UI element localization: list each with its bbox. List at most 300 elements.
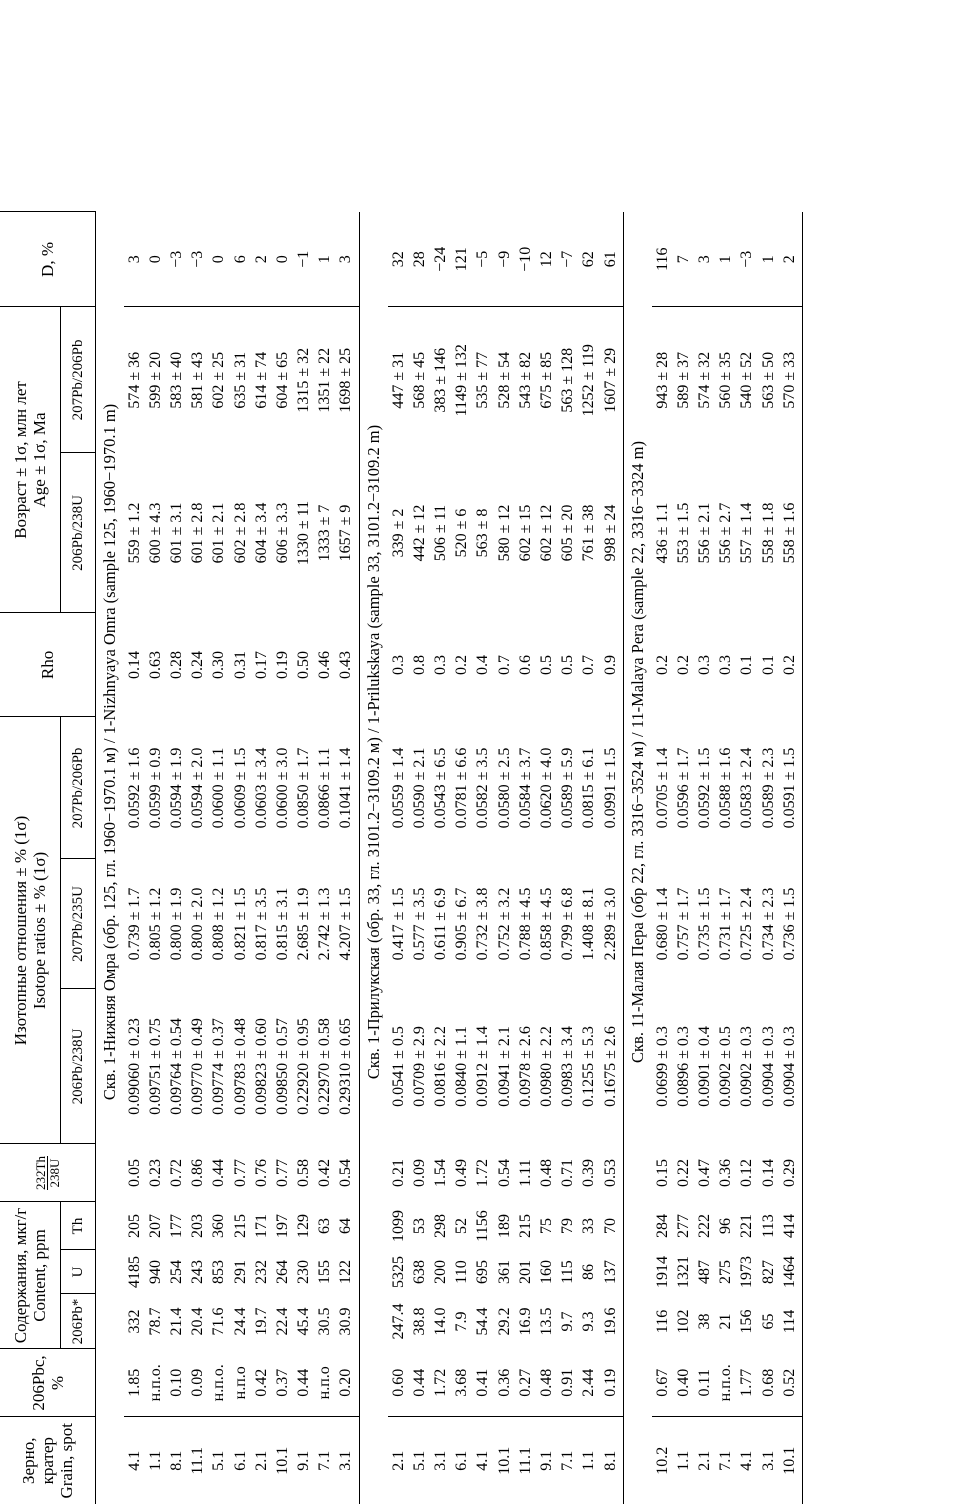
pb206-cell: 19.7: [252, 1307, 270, 1336]
ratio-207-206-cell: 0.0592 ± 1.5: [696, 747, 714, 829]
grain-cell: 5.1: [209, 1417, 230, 1504]
ratio-207-235-cell: 0.757 ± 1.7: [674, 887, 692, 961]
pb206-cell: 247.4: [389, 1303, 407, 1340]
rho-cell: 0.9: [600, 613, 624, 717]
ratio-207-235-cell: 0.799 ± 6.8: [559, 887, 577, 961]
blank-cell: [430, 0, 451, 212]
ratio-207-235-cell: 2.685 ± 1.9: [295, 887, 313, 961]
ratio-207-206-cell: 0.0591 ± 1.5: [779, 717, 803, 859]
blank-cell: [716, 0, 737, 212]
discordance-cell: −3: [188, 212, 209, 307]
ratio-207-206-cell: 0.0589 ± 2.3: [759, 747, 777, 829]
ratio-206-238-cell: 0.09770 ± 0.49: [189, 1018, 207, 1115]
rho-cell: 0.1: [759, 654, 777, 675]
grain-cell: 10.2: [652, 1417, 673, 1504]
blank-cell: [673, 0, 694, 212]
age-header: Возраст ± 1σ, млн лет Age ± 1σ, Ma: [0, 307, 61, 613]
age-206-238-cell: 602 ± 12: [537, 504, 555, 562]
age-207-206-cell: 1315 ± 32: [295, 347, 313, 413]
pbc-cell: 0.27: [516, 1368, 534, 1397]
table-row: [272, 0, 293, 1504]
th-u-cell: 0.09: [410, 1159, 428, 1187]
ratio-207-235-cell: 0.800 ± 1.9: [167, 887, 185, 961]
th-cell: 414: [779, 1202, 803, 1250]
discordance-cell: 3: [336, 212, 360, 307]
table-row: [452, 0, 473, 1504]
pb206-cell: 9.3: [580, 1311, 598, 1332]
blank-cell: [536, 0, 557, 212]
th-cell: 221: [738, 1214, 756, 1238]
discordance-cell: 1: [758, 212, 779, 307]
ratio-206-238-cell: 0.0983 ± 3.4: [559, 1026, 577, 1107]
age-207-206-cell: 635 ± 31: [231, 351, 249, 409]
th-u-cell: 0.54: [336, 1144, 360, 1202]
pb206-cell: 30.9: [336, 1294, 360, 1349]
grain-cell: 9.1: [294, 1417, 315, 1504]
ratio-207-206-cell: 0.0781 ± 6.6: [453, 747, 471, 829]
blank-cell: [695, 0, 716, 212]
pbc-cell: н.п.о.: [210, 1364, 228, 1402]
grain-cell: 11.1: [188, 1417, 209, 1504]
pbc-header: 206Pbc, %: [0, 1349, 96, 1417]
th-u-cell: 0.49: [453, 1159, 471, 1187]
discordance-cell: −24: [430, 212, 451, 307]
th-cell: 222: [696, 1214, 714, 1238]
age-206-238-cell: 436 ± 1.1: [653, 502, 671, 564]
pb206-cell: 14.0: [432, 1307, 450, 1336]
pb206-cell: 24.4: [231, 1307, 249, 1336]
age-207-206-cell: 1351 ± 22: [316, 347, 334, 413]
ratio-207-235-header: 207Pb/235U: [61, 859, 96, 989]
table-row: [315, 0, 336, 1504]
blank-cell: [558, 0, 579, 212]
ratio-207-235-cell: 0.577 ± 3.5: [410, 887, 428, 961]
ratio-207-235-cell: 0.800 ± 2.0: [189, 887, 207, 961]
u-cell: 243: [189, 1260, 207, 1284]
th-cell: 207: [146, 1214, 164, 1238]
th-u-cell: 0.53: [600, 1144, 624, 1202]
ratio-207-235-cell: 0.905 ± 6.7: [453, 887, 471, 961]
discordance-cell: 1: [716, 212, 737, 307]
rho-cell: 0.24: [189, 650, 207, 679]
th-cell: 63: [316, 1218, 334, 1234]
ratio-206-238-cell: 0.29310 ± 0.65: [336, 989, 360, 1144]
pb206-cell: 22.4: [273, 1307, 291, 1336]
blank-cell: [251, 0, 272, 212]
ratio-207-235-cell: 0.805 ± 1.2: [146, 887, 164, 961]
th-u-cell: 0.71: [559, 1159, 577, 1187]
ratio-206-238-cell: 0.09783 ± 0.48: [231, 1018, 249, 1115]
table-row: [209, 0, 230, 1504]
u-cell: 230: [295, 1260, 313, 1284]
rho-cell: 0.28: [167, 650, 185, 679]
pbc-cell: 0.52: [779, 1349, 803, 1417]
grain-cell: 3.1: [430, 1417, 451, 1504]
u-cell: 1321: [674, 1256, 692, 1288]
pbc-cell: 0.37: [273, 1368, 291, 1397]
pb206-cell: 114: [779, 1294, 803, 1349]
ratio-206-238-cell: 0.09060 ± 0.23: [125, 1018, 143, 1115]
th-u-cell: 0.48: [537, 1159, 555, 1187]
pbc-cell: 0.20: [336, 1349, 360, 1417]
u-cell: 155: [316, 1260, 334, 1284]
table-row: [251, 0, 272, 1504]
discordance-cell: 12: [536, 212, 557, 307]
u-cell: 86: [580, 1264, 598, 1280]
table-row: [600, 0, 624, 1504]
table-row: [515, 0, 536, 1504]
grain-cell: 9.1: [536, 1417, 557, 1504]
th-u-cell: 0.22: [674, 1159, 692, 1187]
pb206-cell: 332: [125, 1309, 143, 1334]
ratio-207-235-cell: 0.752 ± 3.2: [495, 887, 513, 961]
age-206-238-cell: 563 ± 8: [474, 508, 492, 558]
grain-cell: 5.1: [409, 1417, 430, 1504]
discordance-cell: −3: [166, 212, 187, 307]
pbc-cell: н.п.о: [231, 1366, 249, 1400]
table-row: [673, 0, 694, 1504]
rho-cell: 0.3: [432, 654, 450, 675]
section-header: [360, 0, 389, 1504]
u-cell: 1973: [738, 1256, 756, 1288]
discordance-header: D, %: [0, 212, 96, 307]
ratio-206-238-cell: 0.0896 ± 0.3: [674, 1026, 692, 1107]
grain-cell: 10.1: [779, 1417, 803, 1504]
table-row: [294, 0, 315, 1504]
th-u-cell: 1.54: [432, 1159, 450, 1187]
pb206-cell: 102: [674, 1309, 692, 1334]
u-cell: 695: [474, 1260, 492, 1284]
rho-cell: 0.5: [559, 654, 577, 675]
blank-cell: [737, 0, 758, 212]
u-cell: 110: [453, 1260, 471, 1284]
rho-cell: 0.7: [580, 654, 598, 675]
th-u-cell: 0.72: [167, 1159, 185, 1187]
u-cell: 1914: [653, 1256, 671, 1288]
ratio-207-206-cell: 0.0866 ± 1.1: [316, 747, 334, 829]
age-206-238-cell: 1330 ± 11: [295, 500, 313, 566]
pbc-cell: 0.68: [759, 1368, 777, 1397]
u-cell: 940: [146, 1260, 164, 1284]
ratio-207-206-cell: 0.0559 ± 1.4: [389, 747, 407, 829]
blank-cell: [145, 0, 166, 212]
th-u-cell: 0.12: [738, 1159, 756, 1187]
th-cell: 215: [516, 1214, 534, 1238]
pb206-cell: 38.8: [410, 1307, 428, 1336]
pbc-cell: 0.09: [189, 1368, 207, 1397]
section-title: Скв. 11-Малая Пера (обр 22, гл. 3316−3524 м) / 11-Malaya Pera (sample 22, 3316−3324 m): [628, 441, 648, 1063]
age-206-238-cell: 998 ± 24: [600, 453, 624, 613]
u-cell: 201: [516, 1260, 534, 1284]
age-207-206-cell: 568 ± 45: [410, 351, 428, 409]
discordance-cell: −7: [558, 212, 579, 307]
table-row: [558, 0, 579, 1504]
rho-cell: 0.19: [273, 650, 291, 679]
th-u-cell: 0.77: [273, 1159, 291, 1187]
th-cell: 197: [273, 1214, 291, 1238]
blank-cell: [409, 0, 430, 212]
ratio-207-235-cell: 4.207 ± 1.5: [336, 859, 360, 989]
th-u-cell: 1.11: [516, 1159, 534, 1187]
blank-cell: [272, 0, 293, 212]
blank-header-spacer: [0, 0, 96, 212]
th-cell: 53: [410, 1218, 428, 1234]
ratio-207-206-cell: 0.0589 ± 5.9: [559, 747, 577, 829]
grain-cell: 1.1: [579, 1417, 600, 1504]
th-u-cell: 0.54: [495, 1159, 513, 1187]
th-cell: 129: [295, 1214, 313, 1238]
discordance-cell: 32: [388, 212, 409, 307]
age-206-238-cell: 601 ± 2.8: [189, 502, 207, 564]
ratio-207-235-cell: 0.417 ± 1.5: [389, 887, 407, 961]
pbc-cell: н.п.о.: [717, 1364, 735, 1402]
ratio-207-206-cell: 0.0584 ± 3.7: [516, 747, 534, 829]
discordance-cell: 2: [251, 212, 272, 307]
rho-cell: 0.6: [516, 654, 534, 675]
ratio-207-206-cell: 0.0603 ± 3.4: [252, 747, 270, 829]
pbc-cell: 0.91: [559, 1368, 577, 1397]
pb206-cell: 78.7: [146, 1307, 164, 1336]
section-title: Скв. 1-Нижняя Омра (обр. 125, гл. 1960−1970.1 м) / 1-Nizhnyaya Omra (sample 125, 1960−1970.1 m): [100, 403, 119, 1101]
th-u-cell: 0.15: [653, 1159, 671, 1187]
pb206-cell: 30.5: [316, 1307, 334, 1336]
grain-cell: 1.1: [673, 1417, 694, 1504]
pbc-cell: 0.44: [295, 1368, 313, 1397]
age-206-238-cell: 602 ± 2.8: [231, 502, 249, 564]
table-row: [758, 0, 779, 1504]
ratio-206-238-cell: 0.0709 ± 2.9: [410, 1026, 428, 1107]
th-u-cell: 0.44: [210, 1159, 228, 1187]
th-cell: 52: [453, 1218, 471, 1234]
table-row: [230, 0, 251, 1504]
age-207-206-cell: 602 ± 25: [210, 351, 228, 409]
th-cell: 277: [674, 1214, 692, 1238]
blank-cell: [494, 0, 515, 212]
ratio-206-238-cell: 0.22970 ± 0.58: [316, 1018, 334, 1115]
pb206-cell: 20.4: [189, 1307, 207, 1336]
pbc-cell: 0.10: [167, 1368, 185, 1397]
ratio-206-238-cell: 0.0902 ± 0.5: [717, 1026, 735, 1107]
rho-cell: 0.30: [210, 650, 228, 679]
pb206-cell: 9.7: [559, 1311, 577, 1332]
pb206-cell: 21.4: [167, 1307, 185, 1336]
ratio-206-238-cell: 0.09850 ± 0.57: [273, 1018, 291, 1115]
ratio-207-235-cell: 0.736 ± 1.5: [779, 859, 803, 989]
rho-cell: 0.2: [453, 654, 471, 675]
ratio-206-238-cell: 0.0904 ± 0.3: [759, 1026, 777, 1107]
grain-cell: 6.1: [230, 1417, 251, 1504]
pbc-cell: 1.77: [738, 1368, 756, 1397]
age-206-238-cell: 600 ± 4.3: [146, 502, 164, 564]
th-u-cell: 0.42: [316, 1159, 334, 1187]
age-206-238-cell: 506 ± 11: [432, 504, 450, 562]
th-u-cell: 0.47: [696, 1159, 714, 1187]
u-header: U: [61, 1250, 96, 1294]
th-header: Th: [61, 1202, 96, 1250]
table-row: [473, 0, 494, 1504]
ratio-206-238-cell: 0.0978 ± 2.6: [516, 1026, 534, 1107]
age-207-206-cell: 583 ± 40: [167, 351, 185, 409]
blank-cell: [294, 0, 315, 212]
grain-cell: 6.1: [452, 1417, 473, 1504]
th-cell: 203: [189, 1214, 207, 1238]
age-207-206-cell: 1149 ± 132: [453, 344, 471, 417]
age-207-206-cell: 543 ± 82: [516, 351, 534, 409]
u-cell: 487: [696, 1260, 714, 1284]
age-207-206-cell: 675 ± 85: [537, 351, 555, 409]
blank-cell: [579, 0, 600, 212]
blank-cell: [124, 0, 145, 212]
u-cell: 5325: [389, 1256, 407, 1288]
ratio-206-238-cell: 0.0980 ± 2.2: [537, 1026, 555, 1107]
blank-cell: [166, 0, 187, 212]
ratio-206-238-cell: 0.0816 ± 2.2: [432, 1026, 450, 1107]
pb206-cell: 71.6: [210, 1307, 228, 1336]
pbc-cell: 1.72: [432, 1368, 450, 1397]
pbc-cell: 0.19: [600, 1349, 624, 1417]
th-cell: 205: [125, 1214, 143, 1238]
ratio-206-238-cell: 0.0840 ± 1.1: [453, 1026, 471, 1107]
age-206-238-cell: 580 ± 12: [495, 504, 513, 562]
table-row: [409, 0, 430, 1504]
age-207-206-cell: 574 ± 32: [696, 351, 714, 409]
age-207-206-cell: 570 ± 33: [779, 307, 803, 453]
discordance-cell: −10: [515, 212, 536, 307]
discordance-cell: 0: [209, 212, 230, 307]
discordance-cell: −5: [473, 212, 494, 307]
table-row: [779, 0, 803, 1504]
u-cell: 1464: [779, 1250, 803, 1294]
ratio-207-206-cell: 0.0620 ± 4.0: [537, 747, 555, 829]
pbc-cell: 3.68: [453, 1368, 471, 1397]
rho-cell: 0.3: [389, 654, 407, 675]
th-u-cell: 0.21: [389, 1159, 407, 1187]
age-207-206-cell: 614 ± 74: [252, 351, 270, 409]
ratio-207-206-cell: 0.0594 ± 2.0: [189, 747, 207, 829]
ratio-207-206-cell: 0.0991 ± 1.5: [600, 717, 624, 859]
age-207-206-cell: 581 ± 43: [189, 351, 207, 409]
age-207-206-cell: 383 ± 146: [432, 347, 450, 413]
rho-cell: 0.46: [316, 650, 334, 679]
blank-cell: [779, 0, 803, 212]
ratio-207-206-cell: 0.0588 ± 1.6: [717, 747, 735, 829]
th-u-cell: 0.39: [580, 1159, 598, 1187]
ratio-207-206-cell: 0.0594 ± 1.9: [167, 747, 185, 829]
pbc-cell: 0.41: [474, 1368, 492, 1397]
age-207-206-cell: 1252 ± 119: [580, 344, 598, 417]
u-cell: 137: [600, 1250, 624, 1294]
blank-cell: [209, 0, 230, 212]
ratio-207-235-cell: 0.732 ± 3.8: [474, 887, 492, 961]
blank-cell: [600, 0, 624, 212]
blank-cell: [388, 0, 409, 212]
age-206-238-cell: 761 ± 38: [580, 504, 598, 562]
table-row: [536, 0, 557, 1504]
u-cell: 853: [210, 1260, 228, 1284]
blank-cell: [230, 0, 251, 212]
age-206-238-cell: 606 ± 3.3: [273, 502, 291, 564]
grain-cell: 2.1: [695, 1417, 716, 1504]
ratio-207-206-cell: 0.0583 ± 2.4: [738, 747, 756, 829]
u-cell: 264: [273, 1260, 291, 1284]
u-cell: 232: [252, 1260, 270, 1284]
age-207-206-cell: 599 ± 20: [146, 351, 164, 409]
discordance-cell: 0: [145, 212, 166, 307]
u-cell: 361: [495, 1260, 513, 1284]
th-cell: 360: [210, 1214, 228, 1238]
discordance-cell: −9: [494, 212, 515, 307]
ratio-206-238-cell: 0.0904 ± 0.3: [779, 989, 803, 1144]
ratio-207-206-cell: 0.0543 ± 6.5: [432, 747, 450, 829]
rho-cell: 0.31: [231, 650, 249, 679]
th-cell: 215: [231, 1214, 249, 1238]
ratio-207-235-cell: 2.289 ± 3.0: [600, 859, 624, 989]
age-207-206-cell: 563 ± 128: [559, 347, 577, 413]
rho-cell: 0.4: [474, 654, 492, 675]
table-header: [0, 0, 96, 1504]
pb206-cell: 7.9: [453, 1311, 471, 1332]
rho-cell: 0.2: [779, 613, 803, 717]
discordance-cell: 6: [230, 212, 251, 307]
ratio-206-238-cell: 0.1675 ± 2.6: [600, 989, 624, 1144]
blank-cell: [336, 0, 360, 212]
ratio-207-235-cell: 0.680 ± 1.4: [653, 887, 671, 961]
age-207-206-cell: 1607 ± 29: [600, 307, 624, 453]
discordance-cell: 116: [652, 212, 673, 307]
pb206-cell: 116: [653, 1309, 671, 1334]
th-cell: 64: [336, 1202, 360, 1250]
ratio-207-235-cell: 0.725 ± 2.4: [738, 887, 756, 961]
table-row: [124, 0, 145, 1504]
u-cell: 4185: [125, 1256, 143, 1288]
pb206-cell: 45.4: [295, 1307, 313, 1336]
th-cell: 1099: [389, 1210, 407, 1242]
ratio-207-206-cell: 0.1041 ± 1.4: [336, 717, 360, 859]
pbc-cell: 2.44: [580, 1368, 598, 1397]
age-207-206-cell: 943 ± 28: [653, 351, 671, 409]
ratio-207-235-cell: 0.858 ± 4.5: [537, 887, 555, 961]
rho-cell: 0.7: [495, 654, 513, 675]
grain-header: Зерно, кратер Grain, spot: [0, 1417, 96, 1504]
th-cell: 177: [167, 1214, 185, 1238]
pb206-cell: 29.2: [495, 1307, 513, 1336]
th-u-ratio-header: 232Th 238U: [0, 1144, 96, 1202]
pb206-header: 206Pb*: [61, 1294, 96, 1349]
discordance-cell: 61: [600, 212, 624, 307]
blank-cell: [315, 0, 336, 212]
ratio-207-235-cell: 2.742 ± 1.3: [316, 887, 334, 961]
rho-cell: 0.3: [696, 654, 714, 675]
age-206-238-cell: 553 ± 1.5: [674, 502, 692, 564]
ratio-207-206-cell: 0.0596 ± 1.7: [674, 747, 692, 829]
age-207-206-cell: 604 ± 65: [273, 351, 291, 409]
u-cell: 827: [759, 1260, 777, 1284]
pb206-cell: 21: [717, 1313, 735, 1330]
table-row: [388, 0, 409, 1504]
rho-cell: 0.3: [717, 654, 735, 675]
blank-cell: [515, 0, 536, 212]
pbc-cell: 0.48: [537, 1368, 555, 1397]
discordance-cell: −3: [737, 212, 758, 307]
rho-cell: 0.2: [653, 654, 671, 675]
table-body: [96, 0, 803, 1504]
age-207-206-cell: 535 ± 77: [474, 351, 492, 409]
table-row: [579, 0, 600, 1504]
table-row: [652, 0, 673, 1504]
age-206-238-cell: 601 ± 3.1: [167, 502, 185, 564]
ratio-207-206-cell: 0.0609 ± 1.5: [231, 747, 249, 829]
age-207-206-cell: 574 ± 36: [125, 351, 143, 409]
